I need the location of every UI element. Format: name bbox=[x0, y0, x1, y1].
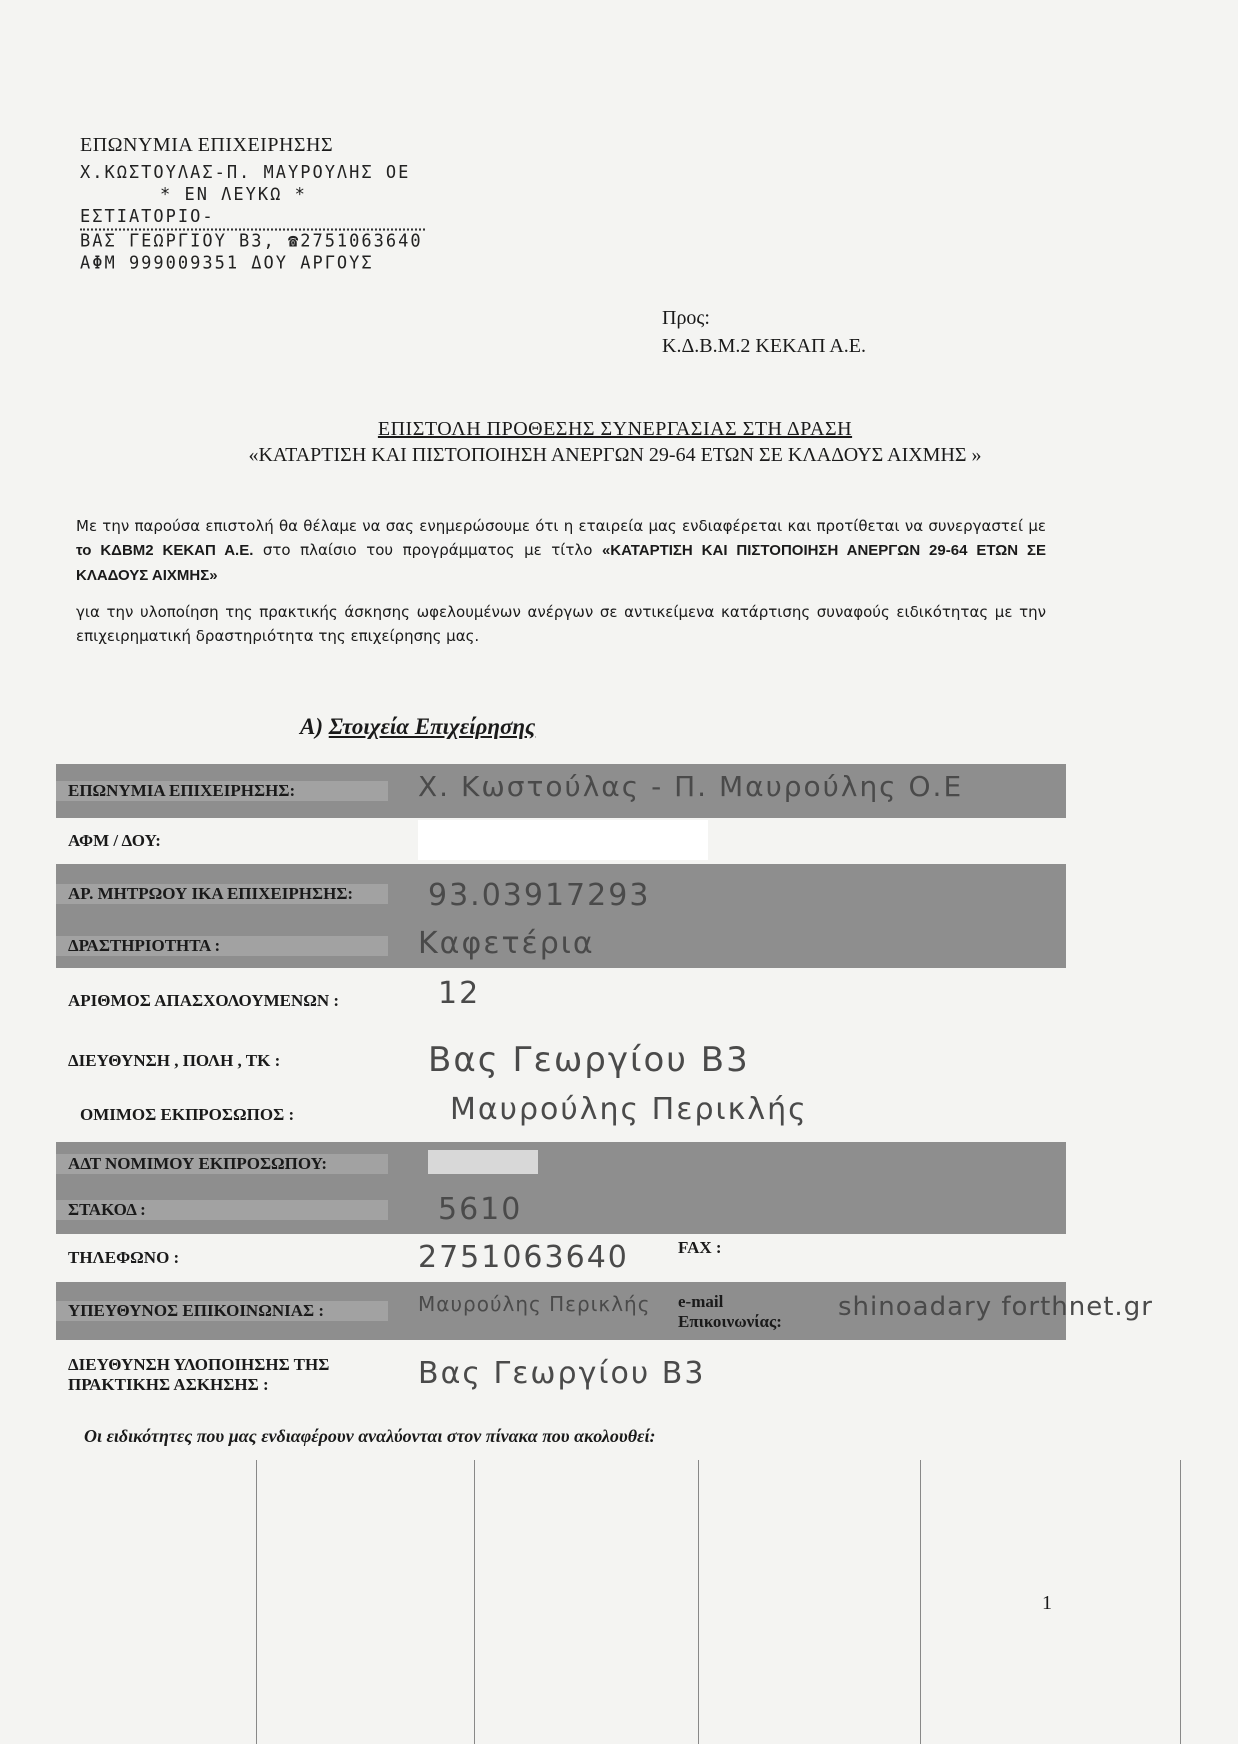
letter-body bbox=[76, 514, 1046, 660]
employees-field[interactable] bbox=[388, 968, 1066, 1034]
form-row-afm bbox=[56, 818, 1066, 864]
phone-field[interactable] bbox=[388, 1234, 1066, 1282]
form-row-stakod bbox=[56, 1186, 1066, 1234]
contact-value: Μαυρούλης Περικλής bbox=[418, 1292, 651, 1316]
implementation-value: Βας Γεωργίου Β3 bbox=[418, 1356, 706, 1391]
body-org: το ΚΔΒΜ2 ΚΕΚΑΠ Α.Ε. bbox=[76, 542, 254, 559]
afm-label: ΑΦΜ / ΔΟΥ: bbox=[68, 831, 161, 850]
contact-label: ΥΠΕΥΘΥΝΟΣ ΕΠΙΚΟΙΝΩΝΙΑΣ : bbox=[56, 1301, 388, 1321]
recipient-block bbox=[662, 304, 866, 360]
section-title bbox=[300, 714, 535, 740]
rep-id-field[interactable] bbox=[388, 1142, 1066, 1186]
form-row-representative bbox=[56, 1088, 1066, 1142]
company-name-value: Χ. Κωστούλας - Π. Μαυρούλης Ο.Ε bbox=[418, 770, 964, 803]
body-program: «ΚΑΤΑΡΤΙΣΗ ΚΑΙ ΠΙΣΤΟΠΟΙΗΣΗ ΑΝΕΡΓΩΝ 29-64 ΕΤΩΝ ΣΕ ΚΛΑΔΟΥΣ ΑΙΧΜΗΣ» bbox=[76, 542, 1046, 584]
ika-value: 93.03917293 bbox=[428, 878, 651, 913]
activity-label: ΔΡΑΣΤΗΡΙΟΤΗΤΑ : bbox=[56, 936, 388, 956]
ika-field[interactable] bbox=[388, 864, 1066, 924]
body-text: στο πλαίσιο του προγράμματος με τίτλο bbox=[253, 541, 602, 559]
form-row-implementation bbox=[56, 1340, 1066, 1410]
table-divider bbox=[474, 1460, 475, 1744]
contact-field[interactable] bbox=[388, 1282, 1153, 1340]
recipient-label: Προς: bbox=[662, 307, 710, 329]
ika-label: ΑΡ. ΜΗΤΡΩΟΥ ΙΚΑ ΕΠΙΧΕΙΡΗΣΗΣ: bbox=[56, 884, 388, 904]
rep-id-label: ΑΔΤ ΝΟΜΙΜΟΥ ΕΚΠΡΟΣΩΠΟΥ: bbox=[56, 1154, 388, 1174]
letterhead bbox=[80, 134, 425, 272]
letter-title bbox=[60, 416, 1170, 468]
representative-label: ΟΜΙΜΟΣ ΕΚΠΡΟΣΩΠΟΣ : bbox=[80, 1105, 295, 1124]
title-line-2: «ΚΑΤΑΡΤΙΣΗ ΚΑΙ ΠΙΣΤΟΠΟΙΗΣΗ ΑΝΕΡΓΩΝ 29-64 ΕΤΩΝ ΣΕ ΚΛΑΔΟΥΣ ΑΙΧΜΗΣ » bbox=[248, 444, 982, 466]
phone-label: ΤΗΛΕΦΩΝΟ : bbox=[68, 1248, 180, 1267]
letterhead-title: ΕΠΩΝΥΜΙΑ ΕΠΙΧΕΙΡΗΣΗΣ bbox=[80, 134, 334, 156]
company-details-form bbox=[56, 764, 1153, 1410]
representative-field[interactable] bbox=[400, 1088, 1066, 1142]
redacted-area bbox=[418, 820, 708, 860]
afm-field[interactable] bbox=[388, 818, 1066, 864]
form-row-company bbox=[56, 764, 1066, 818]
stamp-line: ΕΣΤΙΑΤΟΡΙΟ- bbox=[80, 206, 425, 230]
table-divider bbox=[256, 1460, 257, 1744]
implementation-label: ΔΙΕΥΘΥΝΣΗ ΥΛΟΠΟΙΗΣΗΣ ΤΗΣ ΠΡΑΚΤΙΚΗΣ ΑΣΚΗΣΗΣ : bbox=[68, 1355, 330, 1394]
email-value: shinoadary forthnet.gr bbox=[838, 1292, 1153, 1322]
fax-label: FAX : bbox=[678, 1238, 722, 1257]
redacted-area bbox=[428, 1150, 538, 1174]
section-heading: Στοιχεία Επιχείρησης bbox=[328, 714, 536, 739]
representative-value: Μαυρούλης Περικλής bbox=[450, 1092, 808, 1127]
address-label: ΔΙΕΥΘΥΝΣΗ , ΠΟΛΗ , ΤΚ : bbox=[68, 1051, 281, 1070]
form-row-address bbox=[56, 1034, 1066, 1088]
stamp-line: * ΕΝ ΛΕΥΚΩ * bbox=[160, 184, 307, 206]
stamp-line: Χ.ΚΩΣΤΟΥΛΑΣ-Π. ΜΑΥΡΟΥΛΗΣ ΟΕ bbox=[80, 162, 411, 184]
table-divider bbox=[920, 1460, 921, 1744]
page-number: 1 bbox=[1042, 1592, 1052, 1614]
stakod-value: 5610 bbox=[438, 1192, 523, 1227]
form-row-contact bbox=[56, 1282, 1153, 1340]
stakod-field[interactable] bbox=[388, 1186, 1066, 1234]
activity-value: Καφετέρια bbox=[418, 926, 595, 961]
stamp-line: ΑΦΜ 999009351 ΔΟΥ ΑΡΓΟΥΣ bbox=[80, 252, 374, 274]
employees-value: 12 bbox=[438, 976, 481, 1011]
form-row-employees bbox=[56, 968, 1066, 1034]
company-stamp bbox=[80, 162, 425, 274]
company-name-field[interactable] bbox=[388, 764, 1066, 818]
phone-value: 2751063640 bbox=[418, 1240, 629, 1275]
table-divider bbox=[1180, 1460, 1181, 1744]
specialties-table bbox=[30, 1460, 1210, 1744]
stakod-label: ΣΤΑΚΟΔ : bbox=[56, 1200, 388, 1220]
body-paragraph-2: για την υλοποίηση της πρακτικής άσκησης ωφελουμένων ανέργων σε αντικείμενα κατάρτισης συναφούς ειδικότητας με την επιχειρηματική δραστηριότητα της επιχείρησης μας. bbox=[76, 603, 1046, 645]
stamp-line: ΒΑΣ ΓΕΩΡΓΙΟΥ Β3, ☎2751063640 bbox=[80, 230, 423, 252]
title-line-1: ΕΠΙΣΤΟΛΗ ΠΡΟΘΕΣΗΣ ΣΥΝΕΡΓΑΣΙΑΣ ΣΤΗ ΔΡΑΣΗ bbox=[377, 418, 853, 440]
address-field[interactable] bbox=[388, 1034, 1066, 1088]
employees-label: ΑΡΙΘΜΟΣ ΑΠΑΣΧΟΛΟΥΜΕΝΩΝ : bbox=[68, 991, 340, 1010]
form-row-ika bbox=[56, 864, 1066, 924]
specialties-note: Οι ειδικότητες που μας ενδιαφέρουν αναλύονται στον πίνακα που ακολουθεί: bbox=[84, 1426, 656, 1446]
body-paragraph-1 bbox=[76, 514, 1046, 588]
activity-field[interactable] bbox=[388, 924, 1066, 968]
company-name-label: ΕΠΩΝΥΜΙΑ ΕΠΙΧΕΙΡΗΣΗΣ: bbox=[56, 781, 388, 801]
form-row-phone bbox=[56, 1234, 1066, 1282]
implementation-field[interactable] bbox=[388, 1340, 1066, 1410]
section-prefix: Α) bbox=[300, 714, 329, 739]
address-value: Βας Γεωργίου Β3 bbox=[428, 1040, 750, 1080]
body-text: Με την παρούσα επιστολή θα θέλαμε να σας ενημερώσουμε ότι η εταιρεία μας ενδιαφέρεται και προτίθεται να συνεργαστεί με bbox=[76, 517, 1046, 535]
email-label: e-mail Επικοινωνίας: bbox=[678, 1292, 782, 1331]
recipient-name: Κ.Δ.Β.Μ.2 ΚΕΚΑΠ Α.Ε. bbox=[662, 335, 866, 357]
table-divider bbox=[698, 1460, 699, 1744]
form-row-activity bbox=[56, 924, 1066, 968]
form-row-rep-id bbox=[56, 1142, 1066, 1186]
